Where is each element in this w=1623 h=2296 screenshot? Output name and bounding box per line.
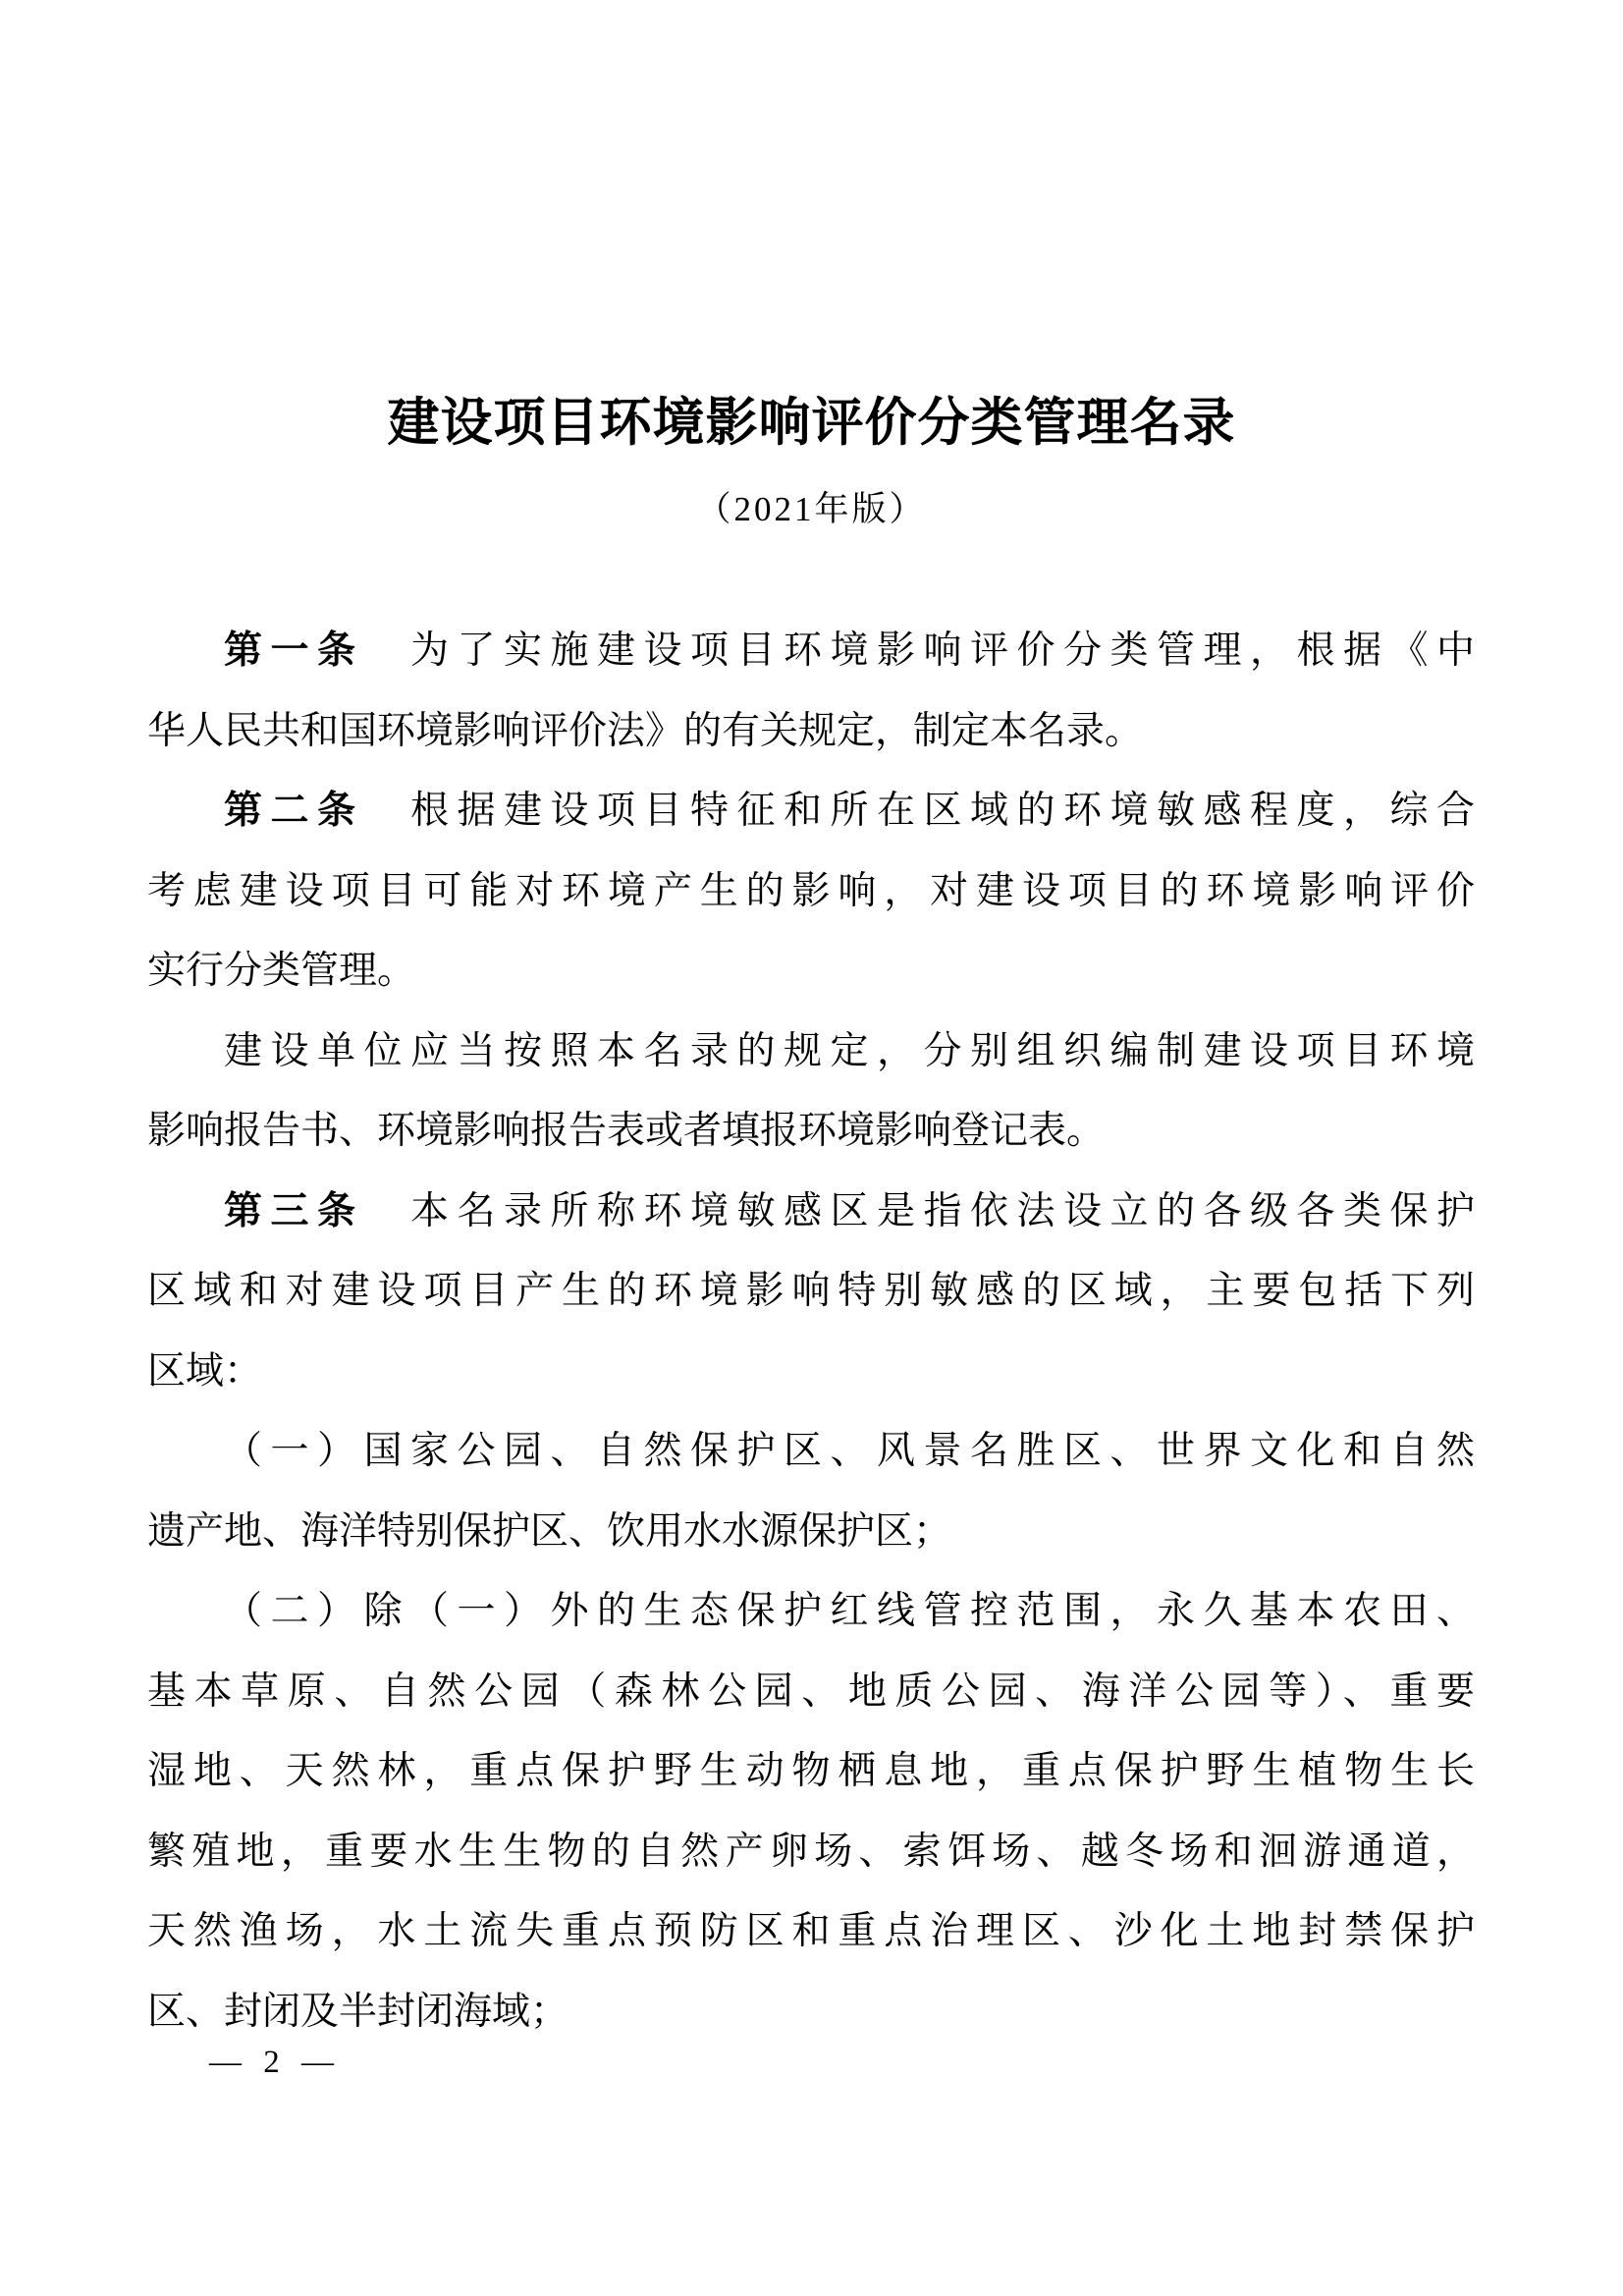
line-text: （一）国家公园、自然保护区、风景名胜区、世界文化和自然	[224, 1430, 1475, 1472]
article-number: 第二条	[224, 789, 364, 833]
line-text: 遗产地、海洋特别保护区、饮用水水源保护区；	[147, 1509, 952, 1553]
body-line	[147, 1972, 1475, 2052]
document-body	[147, 611, 1475, 2051]
line-text: 本名录所称环境敏感区是指依法设立的各级各类保护	[363, 1189, 1475, 1232]
body-line	[147, 1011, 1475, 1092]
body-line	[147, 1411, 1475, 1492]
line-text: 根据建设项目特征和所在区域的环境敏感程度，综合	[363, 790, 1475, 832]
body-line	[147, 1731, 1475, 1812]
body-line	[147, 1332, 1475, 1412]
line-text: 为了实施建设项目环境影响评价分类管理，根据《中	[363, 629, 1475, 672]
line-text: 区、封闭及半封闭海域；	[147, 1990, 569, 2033]
body-line	[147, 691, 1475, 772]
line-text: 考虑建设项目可能对环境产生的影响，对建设项目的环境影响评价	[147, 869, 1475, 912]
line-text: 区域和对建设项目产生的环境影响特别敏感的区域，主要包括下列	[147, 1270, 1475, 1312]
body-line	[147, 1091, 1475, 1172]
body-line	[147, 1492, 1475, 1572]
line-text: 繁殖地，重要水生生物的自然产卵场、索饵场、越冬场和洄游通道，	[147, 1830, 1475, 1873]
body-line	[147, 1571, 1475, 1652]
line-text: 华人民共和国环境影响评价法》的有关规定，制定本名录。	[147, 709, 1144, 752]
line-text: 基本草原、自然公园（森林公园、地质公园、海洋公园等）、重要	[147, 1669, 1475, 1713]
line-text: 湿地、天然林，重点保护野生动物栖息地，重点保护野生植物生长	[147, 1750, 1475, 1792]
page-title: 建设项目环境影响评价分类管理名录	[387, 393, 1236, 453]
line-text: 实行分类管理。	[147, 950, 416, 992]
body-line	[147, 1891, 1475, 1972]
article-number: 第三条	[224, 1188, 364, 1233]
body-line	[147, 931, 1475, 1011]
body-line	[147, 1812, 1475, 1892]
line-text: （二）除（一）外的生态保护红线管控范围，永久基本农田、	[224, 1590, 1475, 1632]
page-number: — 2 —	[209, 2045, 341, 2080]
line-text: 影响报告书、环境影响报告表或者填报环境影响登记表。	[147, 1110, 1106, 1152]
line-text: 建设单位应当按照本名录的规定，分别组织编制建设项目环境	[224, 1029, 1475, 1072]
body-line	[147, 611, 1475, 691]
line-text: 区域：	[147, 1349, 263, 1393]
body-line	[147, 1172, 1475, 1252]
body-line	[147, 1251, 1475, 1332]
page-subtitle: （2021年版）	[696, 490, 927, 528]
line-text: 天然渔场，水土流失重点预防区和重点治理区、沙化土地封禁保护	[147, 1910, 1475, 1952]
body-line	[147, 851, 1475, 932]
article-number: 第一条	[224, 629, 364, 673]
body-line	[147, 1652, 1475, 1732]
body-line	[147, 771, 1475, 851]
